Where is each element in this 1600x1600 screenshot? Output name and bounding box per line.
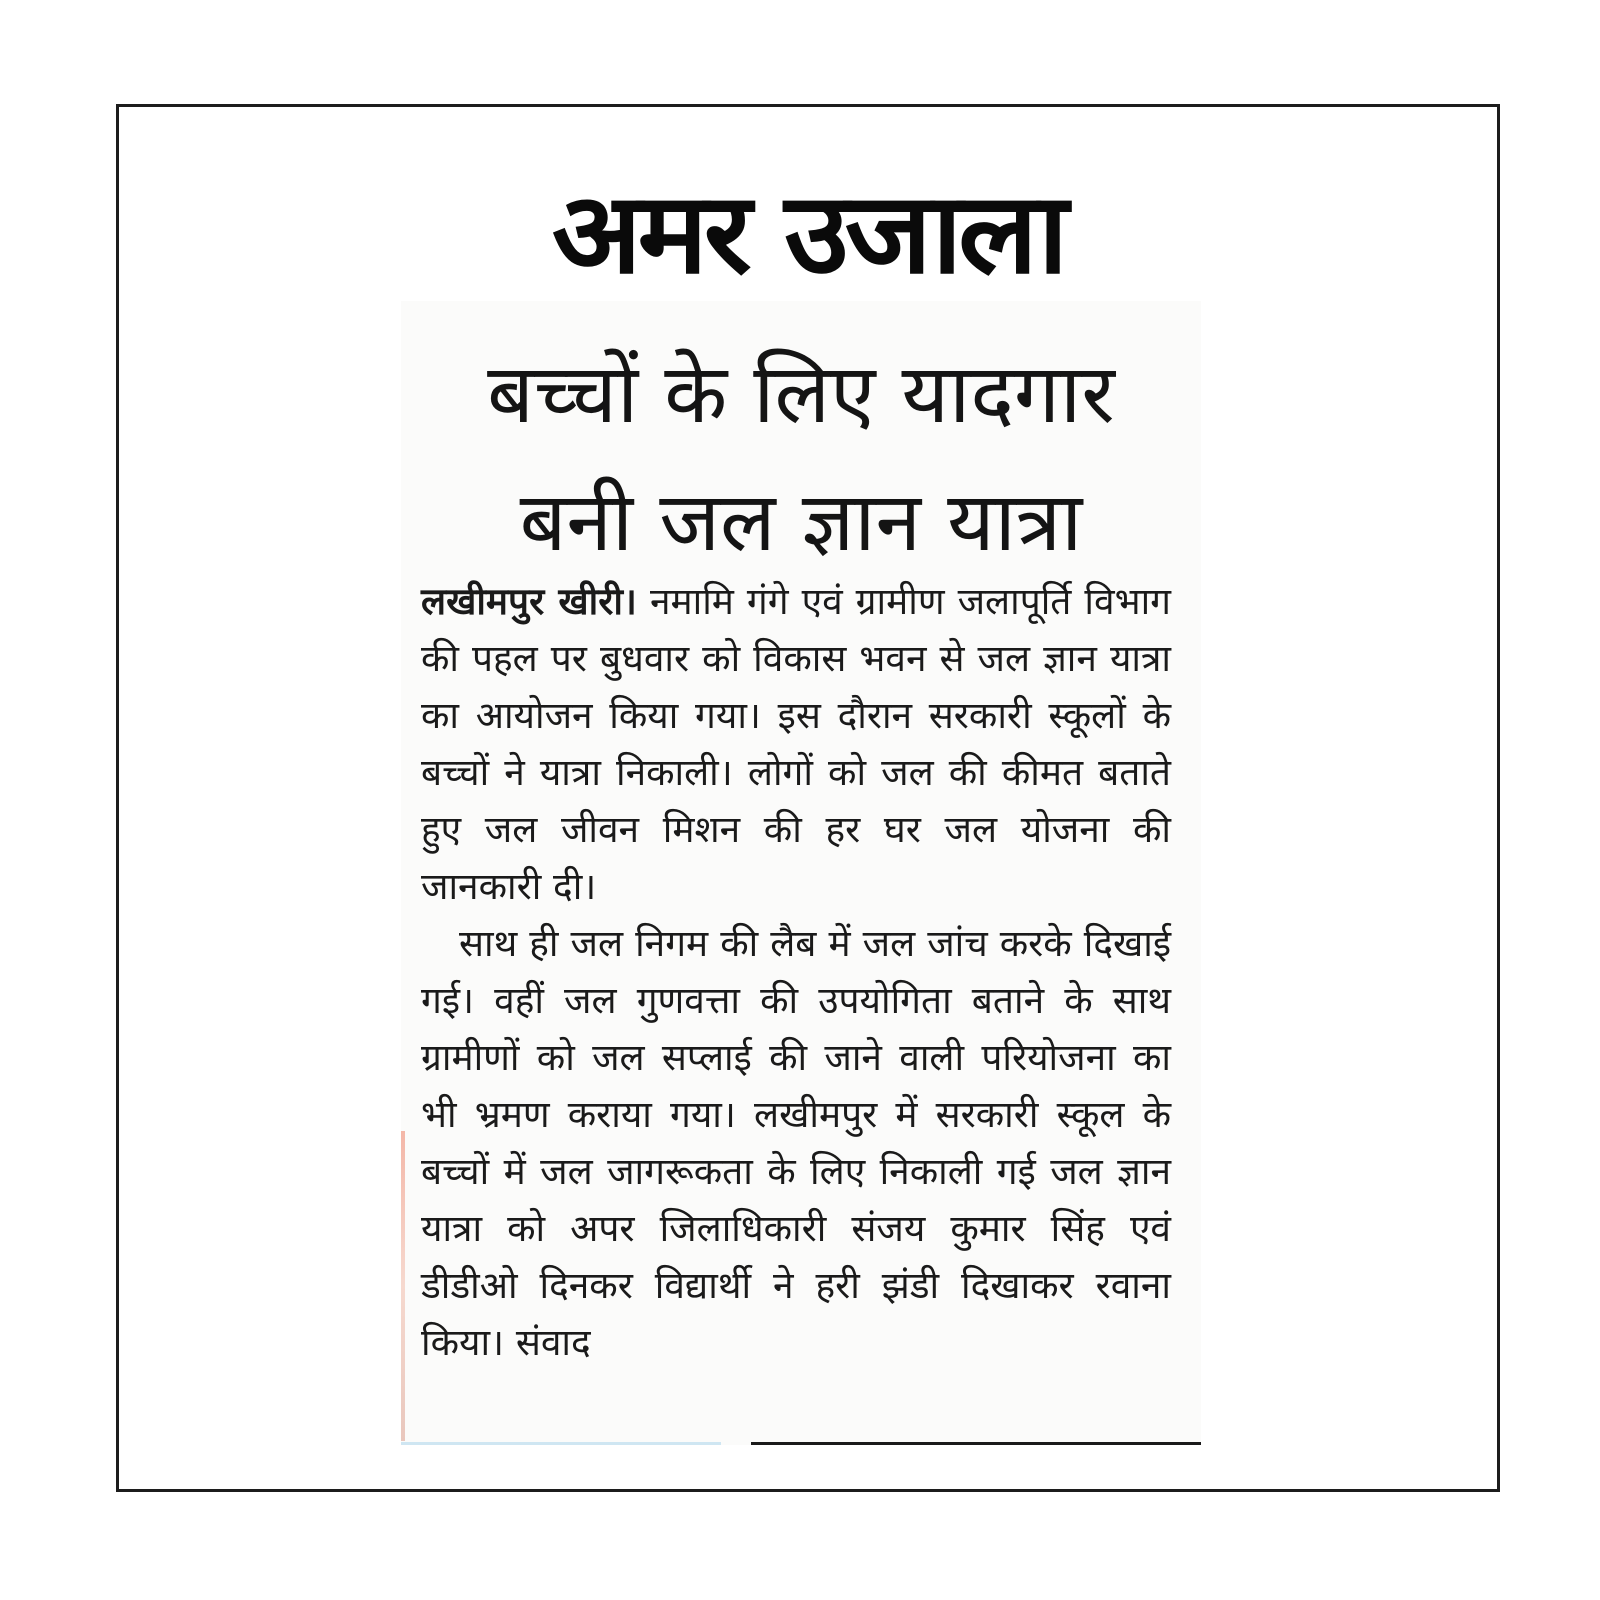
headline-line-2: बनी जल ज्ञान यात्रा — [519, 475, 1083, 570]
newspaper-masthead: अमर उजाला — [551, 169, 1065, 299]
article-byline: संवाद — [515, 1321, 591, 1364]
clipping-bottom-tint — [401, 1442, 721, 1445]
clipping-frame — [116, 104, 1500, 1492]
article-paragraph-2 — [421, 915, 1171, 1371]
news-clipping — [401, 301, 1201, 1445]
clipping-bottom-rule — [751, 1442, 1201, 1445]
clipping-edge-tint — [401, 1131, 405, 1441]
article-paragraph-2-text: साथ ही जल निगम की लैब में जल जांच करके दिखाई गई। वहीं जल गुणवत्ता की उपयोगिता बताने के साथ ग्रामीणों को जल सप्लाई की जाने वाली परियोजना का भी भ्रमण कराया गया। लखीमपुर में सरकारी स्कूल के बच्चों में जल जागरूकता के लिए निकाली गई जल ज्ञान यात्रा को अपर जिलाधिकारी संजय कुमार सिंह एवं डीडीओ दिनकर विद्यार्थी ने हरी झंडी दिखाकर रवाना किया। — [421, 922, 1171, 1364]
article-body — [421, 573, 1171, 1371]
article-dateline: लखीमपुर खीरी। — [421, 580, 637, 623]
headline-line-1: बच्चों के लिए यादगार — [487, 347, 1115, 442]
article-paragraph-1-text: नमामि गंगे एवं ग्रामीण जलापूर्ति विभाग की पहल पर बुधवार को विकास भवन से जल ज्ञान यात्रा का आयोजन किया गया। इस दौरान सरकारी स्कूलों के बच्चों ने यात्रा निकाली। लोगों को जल की कीमत बताते हुए जल जीवन मिशन की हर घर जल योजना की जानकारी दी। — [421, 580, 1171, 908]
article-headline — [401, 331, 1201, 587]
article-paragraph-1 — [421, 573, 1171, 915]
